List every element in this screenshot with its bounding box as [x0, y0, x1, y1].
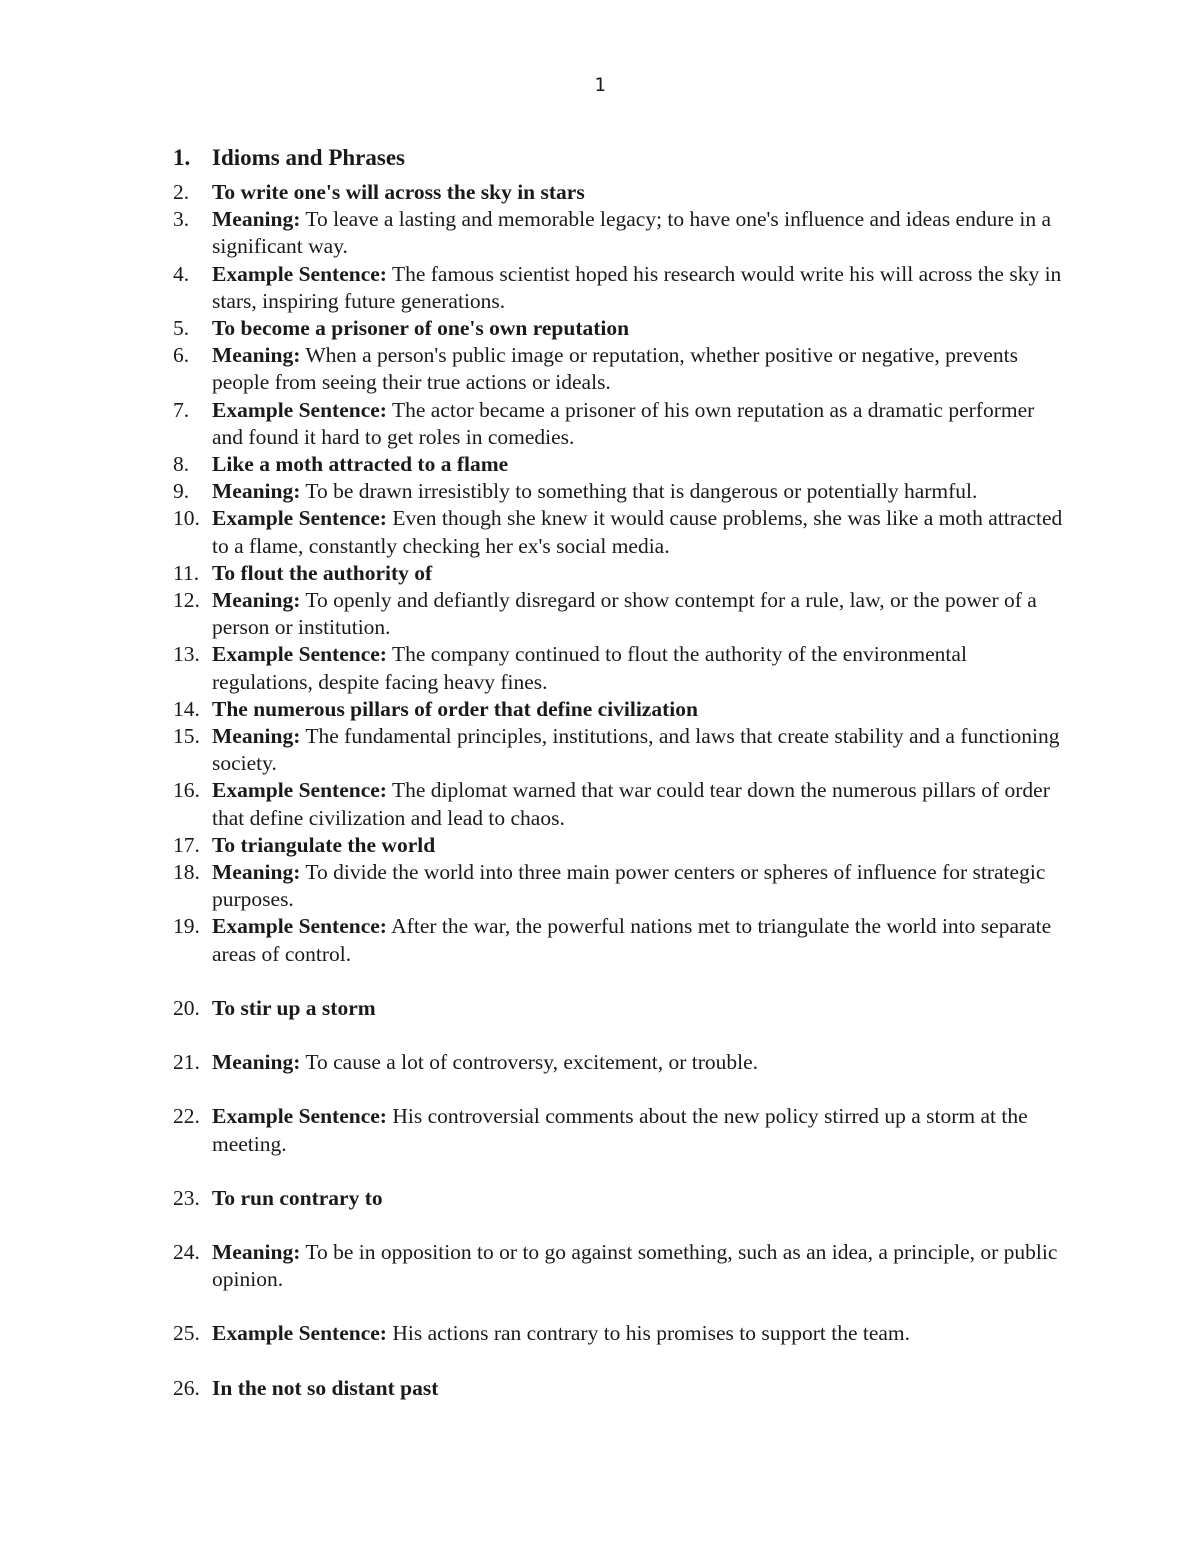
item-text: The actor became a prisoner of his own reputation as a dramatic performer and found it hard to get roles in comedies. — [212, 397, 1035, 449]
item-label: Meaning: — [212, 207, 301, 232]
item-number: 24. — [173, 1239, 200, 1264]
item-label: Meaning: — [212, 588, 301, 613]
item-text: When a person's public image or reputation, whether positive or negative, prevents people from seeing their true actions or ideals. — [212, 343, 1018, 395]
item-number: 7. — [173, 397, 190, 422]
item-text: To openly and defiantly disregard or show contempt for a rule, law, or the power of a person or institution. — [212, 588, 1037, 640]
item-text: To be in opposition to or to go against something, such as an idea, a principle, or public opinion. — [212, 1239, 1058, 1292]
page-number: 1 — [594, 74, 606, 96]
list-item — [173, 641, 1063, 695]
item-number: 23. — [173, 1185, 200, 1210]
item-body — [212, 505, 1063, 559]
item-body — [212, 587, 1063, 641]
item-label: Example Sentence: — [212, 642, 387, 667]
idiom-term: To stir up a storm — [212, 995, 376, 1020]
item-label: Meaning: — [212, 343, 301, 368]
item-label: Meaning: — [212, 1050, 301, 1075]
list-item — [173, 397, 1063, 451]
idiom-term: Like a moth attracted to a flame — [212, 452, 509, 477]
item-number: 15. — [173, 724, 200, 749]
item-label: Example Sentence: — [212, 261, 387, 286]
item-label: Meaning: — [212, 724, 301, 749]
item-body — [212, 859, 1063, 913]
item-body — [212, 1320, 1063, 1347]
item-number: 14. — [173, 696, 200, 721]
item-body — [212, 342, 1063, 396]
list-item — [173, 143, 1063, 173]
list-item — [173, 1185, 1063, 1212]
item-number: 6. — [173, 343, 190, 368]
idiom-term: The numerous pillars of order that define civilization — [212, 696, 698, 721]
item-number: 22. — [173, 1104, 200, 1129]
item-number: 2. — [173, 180, 190, 204]
item-text: The fundamental principles, institutions, and laws that create stability and a functioning society. — [212, 724, 1060, 776]
list-item — [173, 696, 1063, 723]
list-item — [173, 478, 1063, 505]
item-body — [212, 1049, 1063, 1076]
item-text: To be drawn irresistibly to something that is dangerous or potentially harmful. — [300, 479, 978, 504]
item-label: Example Sentence: — [212, 914, 387, 939]
list-item — [173, 832, 1063, 859]
item-label: Meaning: — [212, 479, 301, 504]
item-text: After the war, the powerful nations met to triangulate the world into separate areas of control. — [212, 914, 1052, 966]
item-body — [212, 777, 1063, 831]
item-number: 8. — [173, 452, 190, 477]
item-number: 11. — [173, 560, 200, 585]
item-number: 26. — [173, 1375, 200, 1400]
list-item — [173, 995, 1063, 1022]
list-item — [173, 1320, 1063, 1347]
list-item — [173, 315, 1063, 342]
item-text: To cause a lot of controversy, excitement, or trouble. — [300, 1050, 759, 1075]
list-item — [173, 1239, 1063, 1293]
list-item — [173, 913, 1063, 967]
item-body — [212, 397, 1063, 451]
item-label: Example Sentence: — [212, 778, 387, 803]
item-number: 18. — [173, 860, 200, 885]
idiom-term: To become a prisoner of one's own reputation — [212, 316, 630, 341]
item-text: His controversial comments about the new policy stirred up a storm at the meeting. — [212, 1104, 1028, 1156]
list-item — [173, 587, 1063, 641]
item-text: His actions ran contrary to his promises to support the team. — [386, 1321, 911, 1346]
item-number: 19. — [173, 914, 200, 939]
item-number: 12. — [173, 588, 200, 613]
item-number: 1. — [173, 145, 191, 170]
item-label: Meaning: — [212, 1239, 301, 1264]
item-body — [212, 206, 1063, 260]
idiom-term: In the not so distant past — [212, 1375, 439, 1400]
item-label: Example Sentence: — [212, 1321, 387, 1346]
list-item — [173, 342, 1063, 396]
item-text: Even though she knew it would cause problems, she was like a moth attracted to a flame, constantly checking her ex's social media. — [212, 506, 1063, 558]
item-number: 17. — [173, 832, 200, 857]
item-text: The company continued to flout the authority of the environmental regulations, despite facing heavy fines. — [212, 642, 967, 694]
item-number: 10. — [173, 506, 200, 531]
item-body — [212, 478, 1063, 505]
item-number: 9. — [173, 479, 190, 504]
list-item — [173, 261, 1063, 315]
item-body — [212, 261, 1063, 315]
item-label: Meaning: — [212, 860, 301, 885]
item-number: 20. — [173, 995, 200, 1020]
item-number: 13. — [173, 642, 200, 667]
item-body — [212, 1239, 1063, 1293]
item-body — [212, 1103, 1063, 1157]
list-item — [173, 777, 1063, 831]
item-label: Example Sentence: — [212, 1104, 387, 1129]
idiom-term: To triangulate the world — [212, 832, 436, 857]
section-title: Idioms and Phrases — [212, 145, 405, 170]
idiom-term: To write one's will across the sky in stars — [212, 180, 585, 204]
list-item — [173, 859, 1063, 913]
item-number: 25. — [173, 1321, 200, 1346]
list-item — [173, 1375, 1063, 1402]
item-number: 4. — [173, 261, 190, 286]
list-item — [173, 723, 1063, 777]
idiom-term: To run contrary to — [212, 1185, 383, 1210]
item-body — [212, 723, 1063, 777]
item-label: Example Sentence: — [212, 397, 387, 422]
item-body — [212, 641, 1063, 695]
item-body — [212, 913, 1063, 967]
list-item — [173, 560, 1063, 587]
item-text: The famous scientist hoped his research would write his will across the sky in stars, inspiring future generations. — [212, 261, 1062, 313]
item-number: 5. — [173, 316, 190, 341]
idiom-term: To flout the authority of — [212, 560, 433, 585]
list-item — [173, 206, 1063, 260]
list-item — [173, 505, 1063, 559]
item-text: To divide the world into three main power centers or spheres of influence for strategic purposes. — [212, 860, 1046, 912]
item-label: Example Sentence: — [212, 506, 387, 531]
idioms-list — [173, 143, 1063, 1402]
list-item — [173, 1049, 1063, 1076]
list-item — [173, 1103, 1063, 1157]
list-item — [173, 451, 1063, 478]
item-text: The diplomat warned that war could tear down the numerous pillars of order that define civilization and lead to chaos. — [212, 778, 1050, 830]
list-item — [173, 179, 1063, 206]
item-number: 16. — [173, 778, 200, 803]
item-text: To leave a lasting and memorable legacy; to have one's influence and ideas endure in a significant way. — [212, 207, 1051, 259]
item-number: 21. — [173, 1050, 200, 1075]
item-number: 3. — [173, 207, 190, 232]
